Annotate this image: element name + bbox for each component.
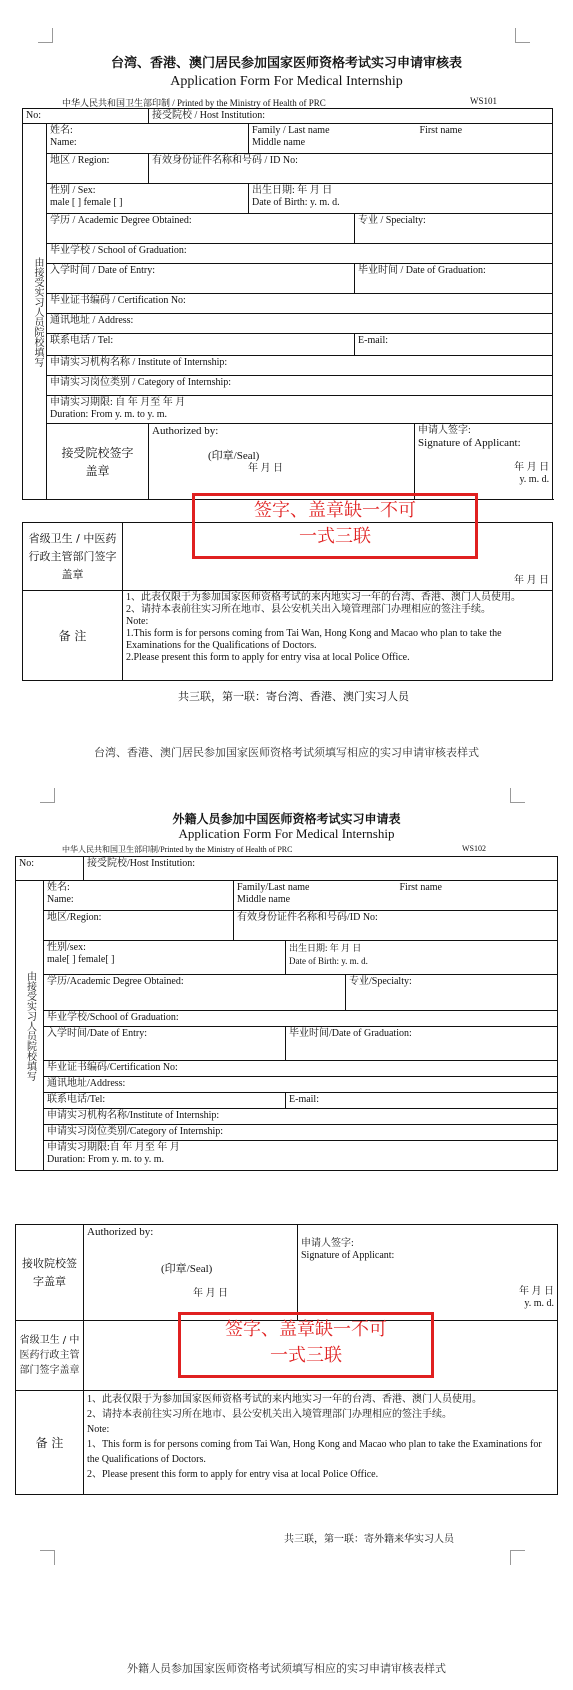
no-field-2[interactable]: No: xyxy=(16,857,84,881)
address-field[interactable]: 通讯地址 / Address: xyxy=(47,314,553,334)
name-field-2[interactable] xyxy=(44,881,234,911)
sex-options: male [ ] female [ ] xyxy=(50,197,123,208)
form1-printed-by: 中华人民共和国卫生部印制 / Printed by the Ministry of Health of PRC xyxy=(62,98,326,108)
applicant-date-cn-2: 年 月 日 xyxy=(519,1286,554,1297)
tel-field[interactable]: 联系电话 / Tel: xyxy=(47,334,355,356)
note1-cn: 1、此表仅限于为参加国家医师资格考试的来内地实习一年的台湾、香港、澳门人员使用。 xyxy=(126,592,521,603)
host-institution-field-2[interactable]: 接受院校/Host Institution: xyxy=(84,857,558,881)
category-field[interactable]: 申请实习岗位类别 / Category of Internship: xyxy=(47,376,553,396)
stamp-line2-2: 一式三联 xyxy=(270,1345,342,1366)
no-field[interactable]: No: xyxy=(23,109,149,124)
graduation-date-field[interactable]: 毕业时间 / Date of Graduation: xyxy=(355,264,553,294)
caption2: 外籍人员参加国家医师资格考试须填写相应的实习申请审核表样式 xyxy=(127,1662,446,1675)
crop-mark xyxy=(510,1550,525,1565)
sex-field-2[interactable] xyxy=(44,941,286,975)
authorized-by-field[interactable] xyxy=(149,424,415,500)
stamp-line1: 签字、盖章缺一不可 xyxy=(254,500,416,521)
applicant-sig-cn-2: 申请人签字: xyxy=(301,1238,354,1249)
specialty-field-2[interactable]: 专业/Specialty: xyxy=(346,975,558,1011)
form1-footer: 共三联，第一联：寄台湾、香港、澳门实习人员 xyxy=(178,690,409,703)
school-field[interactable]: 毕业学校 / School of Graduation: xyxy=(47,244,553,264)
side-label-cell-2 xyxy=(16,881,44,1171)
dob-field-2[interactable] xyxy=(286,941,558,975)
side-label-cell xyxy=(23,124,47,500)
host-seal-label-cell xyxy=(47,424,149,500)
tel-field-2[interactable]: 联系电话/Tel: xyxy=(44,1093,286,1109)
form2-footer: 共三联，第一联：寄外籍来华实习人员 xyxy=(284,1534,454,1545)
host-seal-label: 接受院校签字盖章 xyxy=(61,445,134,478)
institute-field[interactable]: 申请实习机构名称 / Institute of Internship: xyxy=(47,356,553,376)
note2-en-2: 2、Please present this form to apply for entry visa at local Police Office. xyxy=(87,1469,379,1480)
authorized-by-label-2: Authorized by: xyxy=(87,1226,154,1238)
applicant-signature-field[interactable] xyxy=(415,424,553,500)
crop-mark xyxy=(40,788,55,803)
specialty-field[interactable]: 专业 / Specialty: xyxy=(355,214,553,244)
duration-field[interactable] xyxy=(47,396,553,424)
remarks-label: 备 注 xyxy=(58,628,87,643)
form1-table xyxy=(22,108,553,500)
degree-field[interactable]: 学历 / Academic Degree Obtained: xyxy=(47,214,355,244)
host-seal-label-cell-2 xyxy=(16,1225,84,1321)
name-en-label: Name: xyxy=(50,137,77,148)
name-field[interactable] xyxy=(47,124,249,154)
applicant-sig-en-2: Signature of Applicant: xyxy=(301,1250,395,1261)
region-field-2[interactable]: 地区/Region: xyxy=(44,911,234,941)
note1-cn-2: 1、此表仅限于为参加国家医师资格考试的来内地实习一年的台湾、香港、澳门人员使用。 xyxy=(87,1394,482,1405)
name-parts[interactable] xyxy=(249,124,553,154)
applicant-date-en-2: y. m. d. xyxy=(524,1298,554,1309)
dob-en-2: Date of Birth: y. m. d. xyxy=(289,956,368,966)
crop-mark xyxy=(38,28,53,43)
graduation-date-field-2[interactable]: 毕业时间/Date of Graduation: xyxy=(286,1027,558,1061)
duration-en-2: Duration: From y. m. to y. m. xyxy=(47,1154,165,1165)
note1-en: 1.This form is for persons coming from Tai Wan, Hong Kong and Macao who plan to take the Examinations for the Qualifications of Doctors. xyxy=(126,628,502,651)
provincial-label-cell xyxy=(23,523,123,591)
stamp-line1-2: 签字、盖章缺一不可 xyxy=(225,1319,387,1340)
applicant-date-cn: 年 月 日 xyxy=(514,462,550,473)
applicant-date-en: y. m. d. xyxy=(519,474,550,485)
stamp-line2: 一式三联 xyxy=(299,526,371,547)
email-field[interactable]: E-mail: xyxy=(355,334,553,356)
stamp-annotation xyxy=(192,493,478,559)
form1-title-cn: 台湾、香港、澳门居民参加国家医师资格考试实习申请审核表 xyxy=(110,56,462,71)
seal-label-2: (印章/Seal) xyxy=(161,1263,213,1275)
form1-title-en: Application Form For Medical Internship xyxy=(170,74,403,89)
entry-date-field-2[interactable]: 入学时间/Date of Entry: xyxy=(44,1027,286,1061)
family-name-label-2: Family/Last name xyxy=(237,882,310,893)
crop-mark xyxy=(40,1550,55,1565)
name-label-2: 姓名: xyxy=(47,882,70,893)
remarks-label-cell xyxy=(23,591,123,681)
remarks-label-2: 备 注 xyxy=(35,1435,64,1450)
school-field-2[interactable]: 毕业学校/School of Graduation: xyxy=(44,1011,558,1027)
provincial-label-cell-2 xyxy=(16,1321,84,1391)
dob-field[interactable] xyxy=(249,184,553,214)
institute-field-2[interactable]: 申请实习机构名称/Institute of Internship: xyxy=(44,1109,558,1125)
crop-mark xyxy=(510,788,525,803)
host-institution-field[interactable]: 接受院校 / Host Institution: xyxy=(149,109,553,124)
sex-label-2: 性别/sex: xyxy=(47,942,86,953)
address-field-2[interactable]: 通讯地址/Address: xyxy=(44,1077,558,1093)
dob-en: Date of Birth: y. m. d. xyxy=(252,197,340,208)
middle-name-label-2: Middle name xyxy=(237,894,291,905)
note2-cn: 2、请持本表前往实习所在地市、县公安机关出入境管理部门办理相应的签注手续。 xyxy=(126,604,491,615)
duration-cn: 申请实习期限: 自 年 月至 年 月 xyxy=(50,397,186,408)
sex-label: 性别 / Sex: xyxy=(50,185,96,196)
form2-title-en: Application Form For Medical Internship xyxy=(178,826,395,841)
name-label: 姓名: xyxy=(50,125,73,136)
first-name-label: First name xyxy=(419,125,463,136)
middle-name-label: Middle name xyxy=(252,137,306,148)
id-no-field[interactable]: 有效身份证件名称和号码 / ID No: xyxy=(149,154,553,184)
host-seal-label-2: 接收院校签字盖章 xyxy=(22,1256,77,1288)
seal-label: (印章/Seal) xyxy=(208,450,260,462)
side-label-2: 由接受实习人员院校填写 xyxy=(24,970,36,1081)
note2-cn-2: 2、请持本表前往实习所在地市、县公安机关出入境管理部门办理相应的签注手续。 xyxy=(87,1409,452,1420)
provincial-label-2: 省级卫生 / 中医药行政主管部门签字盖章 xyxy=(19,1335,80,1376)
host-date-cn-2: 年 月 日 xyxy=(193,1288,228,1299)
note-label-2: Note: xyxy=(87,1424,110,1435)
provincial-label: 省级卫生 / 中医药行政主管部门签字盖章 xyxy=(28,531,117,581)
duration-field-2[interactable] xyxy=(44,1141,558,1171)
applicant-sig-cn: 申请人签字: xyxy=(418,425,471,436)
sex-field[interactable] xyxy=(47,184,249,214)
dob-cn-2: 出生日期: 年 月 日 xyxy=(289,943,362,953)
remarks-notes-2 xyxy=(84,1391,558,1495)
email-field-2[interactable]: E-mail: xyxy=(286,1093,558,1109)
id-no-field-2[interactable]: 有效身份证件名称和号码/ID No: xyxy=(234,911,558,941)
certification-field-2[interactable]: 毕业证书编码/Certification No: xyxy=(44,1061,558,1077)
region-field[interactable]: 地区 / Region: xyxy=(47,154,149,184)
host-date-cn: 年 月 日 xyxy=(248,463,284,474)
form2-table xyxy=(15,856,558,1171)
entry-date-field[interactable]: 入学时间 / Date of Entry: xyxy=(47,264,355,294)
authorized-by-field-2[interactable] xyxy=(84,1225,298,1321)
stamp-annotation-2 xyxy=(178,1312,434,1378)
form2-printed-by: 中华人民共和国卫生部印制/Printed by the Ministry of Health of PRC xyxy=(62,845,293,854)
first-name-label-2: First name xyxy=(399,882,442,893)
applicant-signature-field-2[interactable] xyxy=(298,1225,558,1321)
duration-en: Duration: From y. m. to y. m. xyxy=(50,409,168,420)
caption1: 台湾、香港、澳门居民参加国家医师资格考试须填写相应的实习申请审核表样式 xyxy=(94,746,479,759)
form2-title-cn: 外籍人员参加中国医师资格考试实习申请表 xyxy=(172,812,401,826)
note2-en: 2.Please present this form to apply for entry visa at local Police Office. xyxy=(126,652,410,663)
applicant-sig-en: Signature of Applicant: xyxy=(418,437,521,449)
remarks-notes xyxy=(123,591,553,681)
side-label: 由接受实习人员院校填写 xyxy=(32,256,43,367)
name-parts-2[interactable] xyxy=(234,881,558,911)
name-en-label-2: Name: xyxy=(47,894,74,905)
dob-cn: 出生日期: 年 月 日 xyxy=(252,185,333,196)
note1-en-2: 1、This form is for persons coming from Tai Wan, Hong Kong and Macao who plan to take the Examinations for the Qualifications of Doctors. xyxy=(87,1439,542,1465)
form2-code: WS102 xyxy=(462,844,486,853)
authorized-by-label: Authorized by: xyxy=(152,425,219,437)
crop-mark xyxy=(515,28,530,43)
sex-options-2: male[ ] female[ ] xyxy=(47,954,115,965)
note-label: Note: xyxy=(126,616,149,627)
family-name-label: Family / Last name xyxy=(252,125,330,136)
remarks-label-cell-2 xyxy=(16,1391,84,1495)
duration-cn-2: 申请实习期限:自 年 月至 年 月 xyxy=(47,1142,180,1153)
provincial-date: 年 月 日 xyxy=(514,575,549,586)
category-field-2[interactable]: 申请实习岗位类别/Category of Internship: xyxy=(44,1125,558,1141)
certification-field[interactable]: 毕业证书编码 / Certification No: xyxy=(47,294,553,314)
form1-code: WS101 xyxy=(470,96,497,106)
degree-field-2[interactable]: 学历/Academic Degree Obtained: xyxy=(44,975,346,1011)
